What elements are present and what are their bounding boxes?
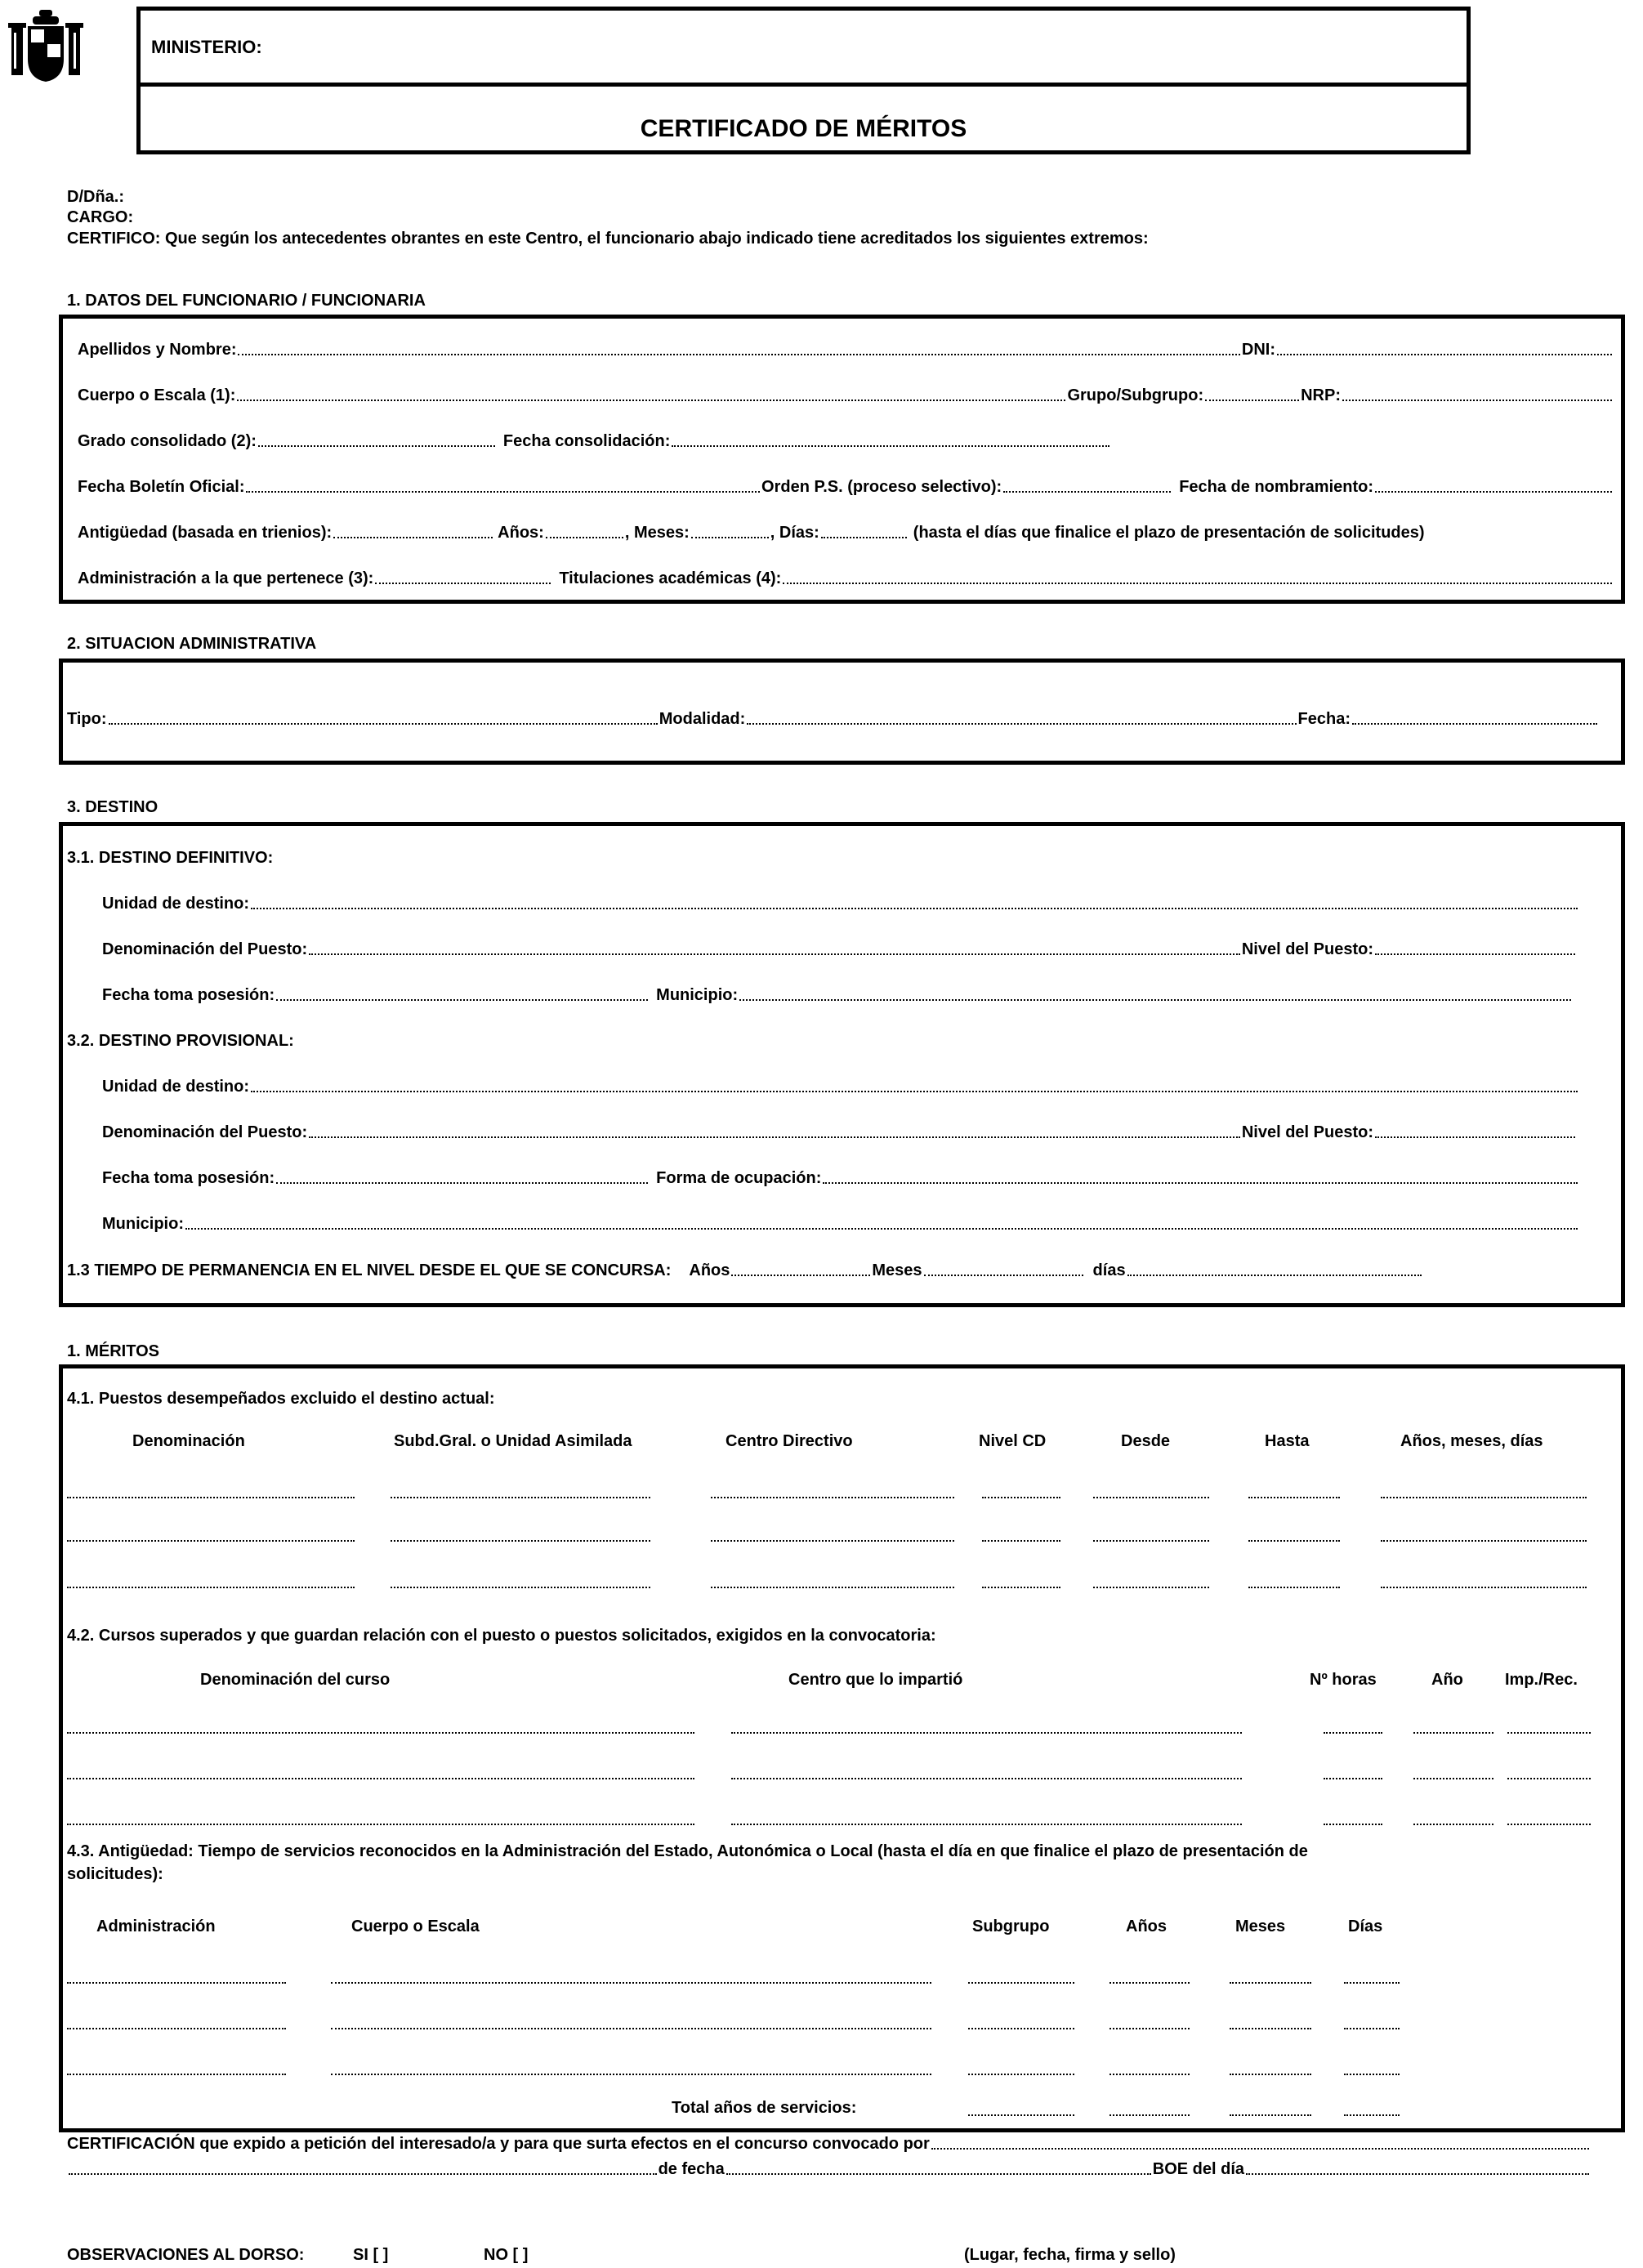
puestos-field-r1-c6[interactable] xyxy=(1248,1497,1340,1498)
cursos-col-denominacion: Denominación del curso xyxy=(200,1671,391,1689)
tipo-label: Tipo: xyxy=(67,710,107,728)
total-label: Total años de servicios: xyxy=(672,2099,857,2117)
puestos-field-r2-c2[interactable] xyxy=(391,1540,650,1542)
def-unidad-label: Unidad de destino: xyxy=(102,895,249,913)
anos-label: Años: xyxy=(498,524,544,542)
grado-label: Grado consolidado (2): xyxy=(78,432,257,450)
section3-title: 3. DESTINO xyxy=(67,798,158,816)
cursos-field-r1-c1[interactable] xyxy=(67,1732,694,1734)
fecha-boletin-label: Fecha Boletín Oficial: xyxy=(78,478,245,496)
cursos-col-imp: Imp./Rec. xyxy=(1505,1671,1578,1689)
antig-col-dias: Días xyxy=(1348,1918,1383,1935)
cursos-field-r3-c3[interactable] xyxy=(1324,1824,1382,1825)
cursos-field-r2-c3[interactable] xyxy=(1324,1778,1382,1779)
fecha-boe-row[interactable] xyxy=(67,2159,1591,2179)
cuerpo-label: Cuerpo o Escala (1): xyxy=(78,386,236,404)
cursos-col-horas: Nº horas xyxy=(1310,1671,1377,1689)
antiguedad-title-line1: 4.3. Antigüedad: Tiempo de servicios reconocidos en la Administración del Estado, Autonómica o Local (hasta el día en que finalice el plazo de presentación de xyxy=(67,1842,1308,1860)
puestos-field-r1-c7[interactable] xyxy=(1381,1497,1587,1498)
fecha-label: Fecha: xyxy=(1297,710,1351,728)
ministerio-box[interactable] xyxy=(136,7,1471,87)
coat-of-arms-icon xyxy=(8,8,83,83)
dni-label: DNI: xyxy=(1241,341,1275,359)
puestos-field-r3-c7[interactable] xyxy=(1381,1587,1587,1588)
cursos-field-r1-c5[interactable] xyxy=(1507,1732,1591,1734)
total-field-r1-c3[interactable] xyxy=(1230,2114,1311,2116)
antig-field-r1-c2[interactable] xyxy=(331,1982,931,1984)
puestos-col-anos: Años, meses, días xyxy=(1400,1432,1543,1450)
cursos-field-r1-c4[interactable] xyxy=(1413,1732,1493,1734)
antig-field-r1-c3[interactable] xyxy=(968,1982,1074,1984)
antig-field-r3-c4[interactable] xyxy=(1109,2074,1190,2075)
antig-col-subgrupo: Subgrupo xyxy=(972,1918,1050,1935)
prov-nivel-label: Nivel del Puesto: xyxy=(1241,1123,1373,1141)
fecha-consolidacion-label: Fecha consolidación: xyxy=(502,432,671,450)
puestos-field-r2-c6[interactable] xyxy=(1248,1540,1340,1542)
antiguedad-title-line2: solicitudes): xyxy=(67,1865,163,1883)
antig-col-cuerpo: Cuerpo o Escala xyxy=(351,1918,480,1935)
hasta-note: (hasta el días que finalice el plazo de presentación de solicitudes) xyxy=(913,524,1425,542)
cargo-label: CARGO: xyxy=(67,208,134,226)
meses-label: , Meses: xyxy=(624,524,690,542)
cursos-field-r2-c2[interactable] xyxy=(731,1778,1242,1779)
antig-field-r3-c1[interactable] xyxy=(67,2074,286,2075)
puestos-field-r3-c2[interactable] xyxy=(391,1587,650,1588)
nrp-label: NRP: xyxy=(1301,386,1341,404)
puestos-col-nivel: Nivel CD xyxy=(979,1432,1047,1450)
destino-definitivo-title: 3.1. DESTINO DEFINITIVO: xyxy=(67,849,274,867)
antiguedad-row[interactable] xyxy=(78,523,1622,542)
cursos-field-r1-c3[interactable] xyxy=(1324,1732,1382,1734)
perm-anos-label: Años xyxy=(689,1261,730,1279)
puestos-field-r2-c7[interactable] xyxy=(1381,1540,1587,1542)
cursos-field-r3-c5[interactable] xyxy=(1507,1824,1591,1825)
cursos-col-ano: Año xyxy=(1431,1671,1463,1689)
total-field-r1-c1[interactable] xyxy=(968,2114,1074,2116)
grado-row[interactable] xyxy=(78,431,1111,451)
certifico-text: CERTIFICO: Que según los antecedentes obrantes en este Centro, el funcionario abajo indicado tiene acreditados los siguientes extremos: xyxy=(67,230,1149,248)
observaciones-si-checkbox[interactable]: SI [ ] xyxy=(353,2246,389,2264)
puestos-field-r3-c4[interactable] xyxy=(982,1587,1060,1588)
prov-fecha-row[interactable] xyxy=(102,1168,1579,1188)
antig-col-meses: Meses xyxy=(1235,1918,1286,1935)
prov-municipio-label: Municipio: xyxy=(102,1215,184,1233)
permanencia-row[interactable] xyxy=(67,1261,1423,1280)
administracion-label: Administración a la que pertenece (3): xyxy=(78,569,374,587)
cursos-col-centro: Centro que lo impartió xyxy=(788,1671,963,1689)
de-fecha-label: de fecha xyxy=(658,2160,725,2178)
def-denominacion-row[interactable] xyxy=(102,940,1577,959)
puestos-field-r1-c1[interactable] xyxy=(67,1497,355,1498)
section4-box xyxy=(59,1364,1625,2132)
permanencia-label: 1.3 TIEMPO DE PERMANENCIA EN EL NIVEL DESDE EL QUE SE CONCURSA: xyxy=(67,1261,672,1279)
def-denominacion-label: Denominación del Puesto: xyxy=(102,940,308,958)
observaciones-label: OBSERVACIONES AL DORSO: xyxy=(67,2246,305,2264)
puestos-field-r3-c3[interactable] xyxy=(711,1587,954,1588)
titulaciones-label: Titulaciones académicas (4): xyxy=(559,569,782,587)
antiguedad-label: Antigüedad (basada en trienios): xyxy=(78,524,333,542)
cuerpo-row[interactable] xyxy=(78,386,1614,405)
administracion-row[interactable] xyxy=(78,569,1614,588)
apellidos-row[interactable] xyxy=(78,340,1614,359)
antig-field-r2-c4[interactable] xyxy=(1109,2028,1190,2029)
total-field-r1-c2[interactable] xyxy=(1109,2114,1190,2116)
puestos-field-r1-c2[interactable] xyxy=(391,1497,650,1498)
ministerio-label: MINISTERIO: xyxy=(151,37,262,57)
puestos-col-denominacion: Denominación xyxy=(132,1432,245,1450)
puestos-col-desde: Desde xyxy=(1121,1432,1171,1450)
apellidos-label: Apellidos y Nombre: xyxy=(78,341,237,359)
orden-ps-label: Orden P.S. (proceso selectivo): xyxy=(761,478,1002,496)
puestos-field-r3-c6[interactable] xyxy=(1248,1587,1340,1588)
puestos-col-hasta: Hasta xyxy=(1265,1432,1310,1450)
def-nivel-label: Nivel del Puesto: xyxy=(1241,940,1373,958)
perm-dias-label: días xyxy=(1092,1261,1126,1279)
certificacion-row[interactable] xyxy=(67,2134,1591,2154)
boe-label: BOE del día xyxy=(1152,2160,1244,2178)
cursos-field-r2-c1[interactable] xyxy=(67,1778,694,1779)
antig-field-r2-c3[interactable] xyxy=(968,2028,1074,2029)
antig-field-r1-c6[interactable] xyxy=(1344,1982,1400,1984)
puestos-col-subd: Subd.Gral. o Unidad Asimilada xyxy=(394,1432,632,1450)
certificacion-text: CERTIFICACIÓN que expido a petición del interesado/a y para que surta efectos en el concurso convocado por xyxy=(67,2135,930,2153)
prov-unidad-label: Unidad de destino: xyxy=(102,1078,249,1096)
antig-field-r3-c6[interactable] xyxy=(1344,2074,1400,2075)
prov-unidad-row[interactable] xyxy=(102,1077,1579,1096)
situacion-row[interactable] xyxy=(67,709,1599,729)
antig-field-r2-c2[interactable] xyxy=(331,2028,931,2029)
certificate-title: CERTIFICADO DE MÉRITOS xyxy=(640,115,967,142)
puestos-field-r2-c3[interactable] xyxy=(711,1540,954,1542)
puestos-field-r1-c5[interactable] xyxy=(1093,1497,1209,1498)
antig-field-r2-c6[interactable] xyxy=(1344,2028,1400,2029)
puestos-field-r1-c4[interactable] xyxy=(982,1497,1060,1498)
puestos-field-r2-c5[interactable] xyxy=(1093,1540,1209,1542)
puestos-field-r3-c1[interactable] xyxy=(67,1587,355,1588)
dias-label: , Días: xyxy=(770,524,819,542)
antig-field-r1-c5[interactable] xyxy=(1230,1982,1311,1984)
cursos-field-r3-c4[interactable] xyxy=(1413,1824,1493,1825)
puestos-field-r2-c1[interactable] xyxy=(67,1540,355,1542)
antig-field-r1-c1[interactable] xyxy=(67,1982,286,1984)
puestos-col-centro: Centro Directivo xyxy=(726,1432,853,1450)
lugar-fecha-firma: (Lugar, fecha, firma y sello) xyxy=(964,2246,1176,2264)
antig-field-r3-c2[interactable] xyxy=(331,2074,931,2075)
modalidad-label: Modalidad: xyxy=(659,710,746,728)
cursos-field-r1-c2[interactable] xyxy=(731,1732,1242,1734)
section4-title: 1. MÉRITOS xyxy=(67,1342,159,1360)
section2-title: 2. SITUACION ADMINISTRATIVA xyxy=(67,635,317,653)
destino-provisional-title: 3.2. DESTINO PROVISIONAL: xyxy=(67,1032,294,1050)
def-unidad-row[interactable] xyxy=(102,894,1579,913)
cursos-title: 4.2. Cursos superados y que guardan relación con el puesto o puestos solicitados, exigidos en la convocatoria: xyxy=(67,1627,936,1645)
prov-denominacion-label: Denominación del Puesto: xyxy=(102,1123,308,1141)
antig-field-r2-c1[interactable] xyxy=(67,2028,286,2029)
cursos-field-r3-c2[interactable] xyxy=(731,1824,1242,1825)
prov-forma-label: Forma de ocupación: xyxy=(656,1169,822,1187)
antig-field-r3-c5[interactable] xyxy=(1230,2074,1311,2075)
cursos-field-r2-c4[interactable] xyxy=(1413,1778,1493,1779)
def-municipio-label: Municipio: xyxy=(656,986,739,1004)
puestos-field-r1-c3[interactable] xyxy=(711,1497,954,1498)
grupo-label: Grupo/Subgrupo: xyxy=(1067,386,1204,404)
antig-col-administracion: Administración xyxy=(96,1918,216,1935)
section1-title: 1. DATOS DEL FUNCIONARIO / FUNCIONARIA xyxy=(67,292,426,310)
antig-field-r1-c4[interactable] xyxy=(1109,1982,1190,1984)
perm-meses-label: Meses xyxy=(872,1261,922,1279)
fecha-nombramiento-label: Fecha de nombramiento: xyxy=(1179,478,1373,496)
puestos-field-r2-c4[interactable] xyxy=(982,1540,1060,1542)
antig-field-r3-c3[interactable] xyxy=(968,2074,1074,2075)
def-fecha-row[interactable] xyxy=(102,985,1573,1005)
prov-fecha-label: Fecha toma posesión: xyxy=(102,1169,275,1187)
prov-municipio-row[interactable] xyxy=(102,1214,1579,1234)
boletin-row[interactable] xyxy=(78,477,1614,497)
dona-label: D/Dña.: xyxy=(67,188,124,206)
def-fecha-label: Fecha toma posesión: xyxy=(102,986,275,1004)
cursos-field-r3-c1[interactable] xyxy=(67,1824,694,1825)
prov-denominacion-row[interactable] xyxy=(102,1123,1577,1142)
cursos-field-r2-c5[interactable] xyxy=(1507,1778,1591,1779)
antig-col-anos: Años xyxy=(1126,1918,1167,1935)
antig-field-r2-c5[interactable] xyxy=(1230,2028,1311,2029)
observaciones-no-checkbox[interactable]: NO [ ] xyxy=(484,2246,529,2264)
puestos-field-r3-c5[interactable] xyxy=(1093,1587,1209,1588)
puestos-title: 4.1. Puestos desempeñados excluido el destino actual: xyxy=(67,1390,495,1408)
total-field-r1-c4[interactable] xyxy=(1344,2114,1400,2116)
